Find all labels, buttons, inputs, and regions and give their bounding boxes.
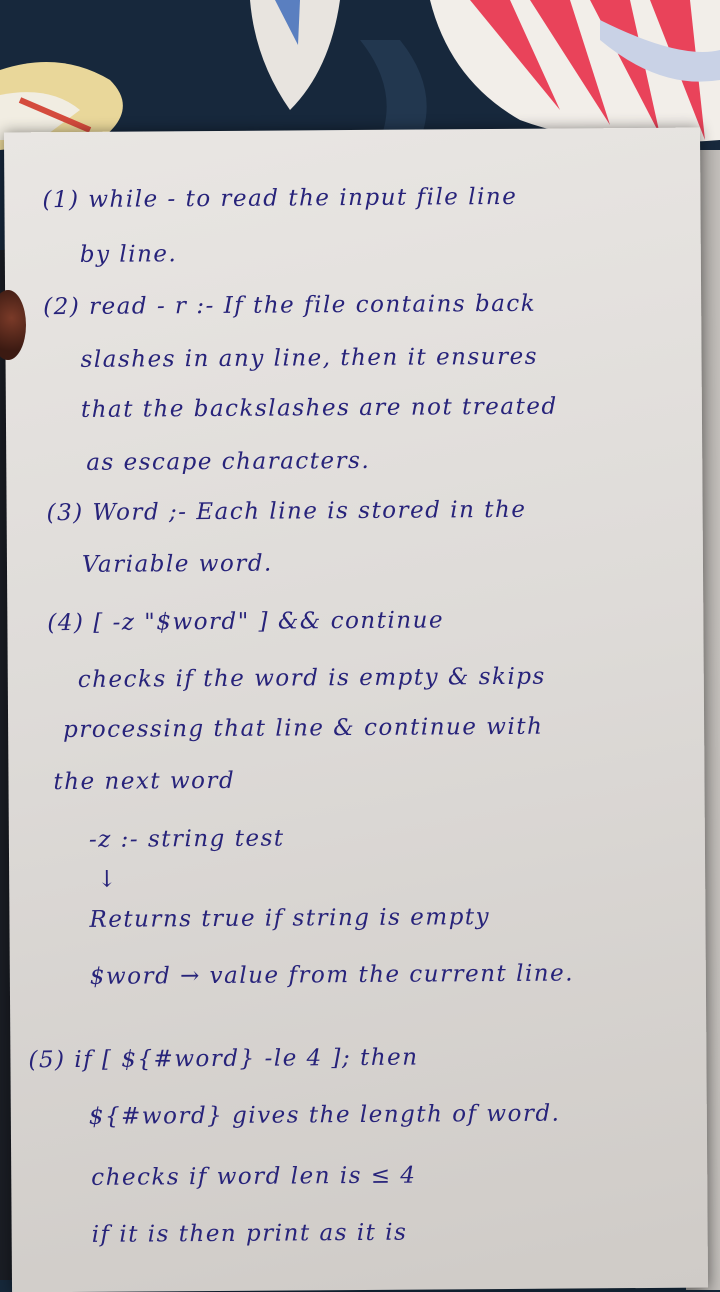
notebook-page	[4, 128, 708, 1292]
note-line-6: as escape characters.	[86, 447, 371, 476]
note-line-7: (3) Word ;- Each line is stored in the	[46, 496, 527, 527]
note-line-10: checks if the word is empty & skips	[77, 663, 546, 693]
note-line-16: $word → value from the current line.	[89, 960, 575, 990]
note-line-14: ↓	[97, 866, 119, 893]
note-line-5: that the backslashes are not treated	[80, 393, 558, 423]
note-line-17: (5) if [ ${#word} -le 4 ]; then	[28, 1044, 419, 1074]
note-line-20: if it is then print as it is	[91, 1219, 408, 1248]
note-line-12: the next word	[53, 767, 236, 796]
note-line-15: Returns true if string is empty	[89, 904, 491, 933]
note-line-18: ${#word} gives the length of word.	[88, 1100, 561, 1130]
note-line-8: Variable word.	[81, 550, 273, 578]
note-line-1: (1) while - to read the input file line	[42, 183, 518, 214]
note-line-11: processing that line & continue with	[63, 713, 544, 744]
note-line-3: (2) read - r :- If the file contains back	[43, 290, 537, 321]
note-line-19: checks if word len is ≤ 4	[91, 1162, 417, 1191]
note-line-4: slashes in any line, then it ensures	[80, 343, 539, 373]
note-line-2: by line.	[79, 241, 178, 268]
note-line-13: -z :- string test	[88, 825, 285, 853]
note-line-9: (4) [ -z "$word" ] && continue	[47, 607, 445, 637]
